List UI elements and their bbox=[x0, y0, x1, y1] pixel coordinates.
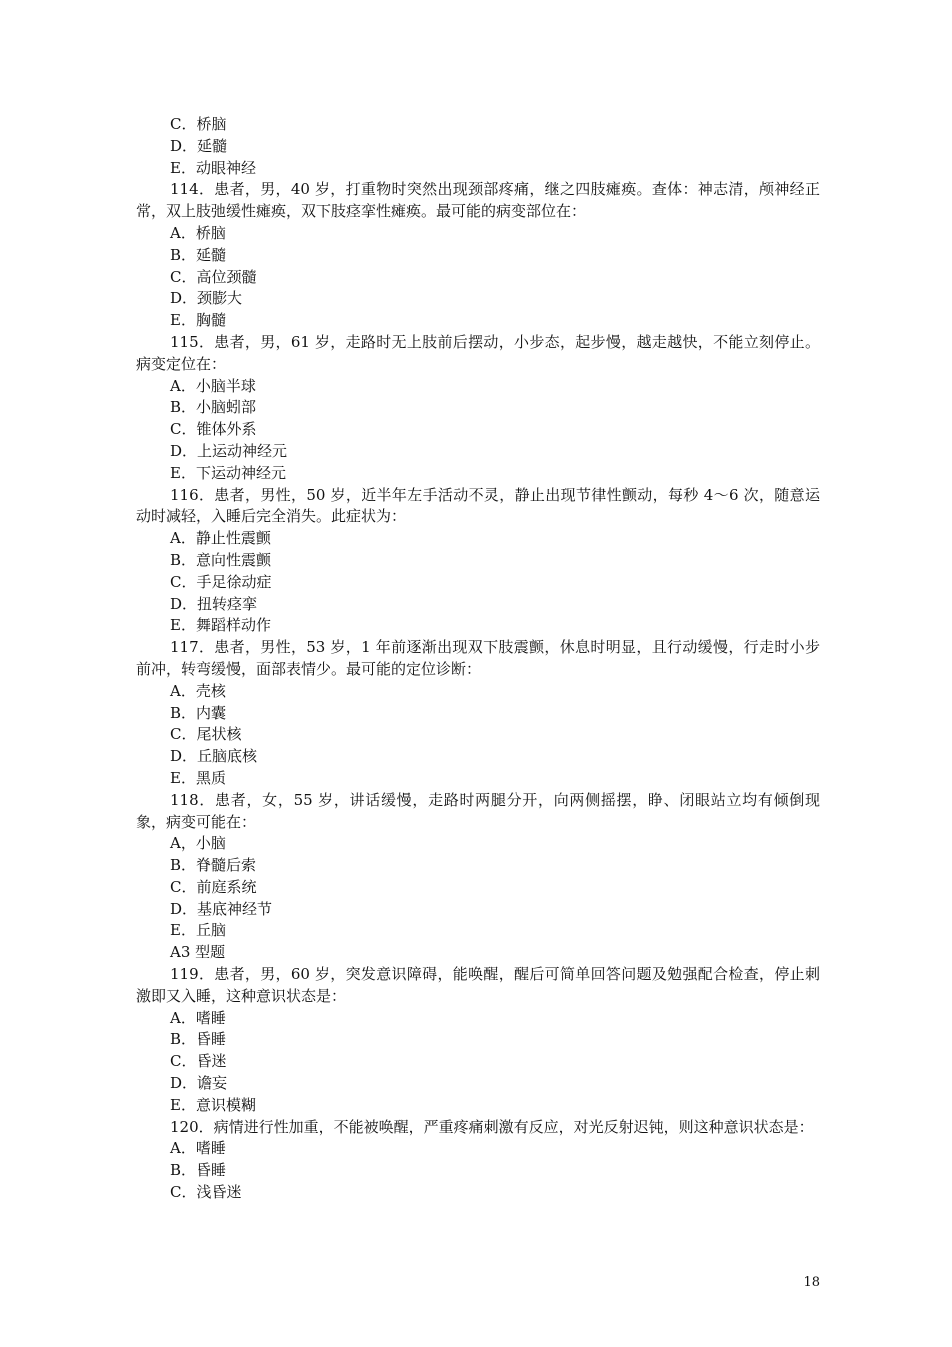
answer-option: E．意识模糊 bbox=[170, 1095, 256, 1114]
answer-option: E．下运动神经元 bbox=[170, 463, 286, 482]
answer-option: B．延髓 bbox=[170, 245, 227, 264]
answer-option: C．浅昏迷 bbox=[170, 1183, 242, 1202]
answer-option: D．颈膨大 bbox=[170, 289, 243, 308]
question-stem: 117．患者，男性，53 岁，1 年前逐渐出现双下肢震颤，休息时明显，且行动缓慢，行走时小步前冲，转弯缓慢，面部表情少。最可能的定位诊断： bbox=[136, 638, 820, 678]
question-stem: 116．患者，男性，50 岁，近半年左手活动不灵，静止出现节律性颤动，每秒 4～6 次，随意运动时减轻，入睡后完全消失。此症状为： bbox=[136, 485, 820, 526]
answer-option: C．前庭系统 bbox=[170, 877, 257, 896]
answer-option: C．手足徐动症 bbox=[170, 572, 272, 591]
answer-option: E．胸髓 bbox=[170, 311, 226, 330]
answer-option: D．谵妄 bbox=[170, 1074, 228, 1093]
answer-option: B．脊髓后索 bbox=[170, 856, 257, 875]
answer-option: A．小脑半球 bbox=[170, 376, 256, 395]
question-stem: 119．患者，男，60 岁，突发意识障碍，能唤醒，醒后可简单回答问题及勉强配合检查，停止刺激即又入睡，这种意识状态是： bbox=[136, 965, 820, 1005]
answer-option: C．高位颈髓 bbox=[170, 267, 257, 286]
question-list bbox=[136, 114, 820, 1204]
page-number: 18 bbox=[803, 1275, 820, 1290]
answer-option: E．舞蹈样动作 bbox=[170, 616, 271, 635]
answer-option: B．昏睡 bbox=[170, 1161, 227, 1180]
question-stem: 118．患者，女，55 岁，讲话缓慢，走路时两腿分开，向两侧摇摆，睁、闭眼站立均有倾倒现象，病变可能在： bbox=[136, 790, 820, 831]
answer-option: E．动眼神经 bbox=[170, 158, 256, 177]
answer-option: A．壳核 bbox=[170, 681, 226, 700]
answer-option: C．锥体外系 bbox=[170, 420, 257, 439]
answer-option: A．嗜睡 bbox=[170, 1008, 226, 1027]
answer-option: D．延髓 bbox=[170, 136, 228, 155]
question-stem: 114．患者，男，40 岁，打重物时突然出现颈部疼痛，继之四肢瘫痪。查体：神志清，颅神经正常，双上肢弛缓性瘫痪，双下肢痉挛性瘫痪。最可能的病变部位在： bbox=[136, 180, 820, 221]
answer-option: D．上运动神经元 bbox=[170, 441, 288, 460]
answer-option: B．昏睡 bbox=[170, 1030, 227, 1049]
answer-option: B．意向性震颤 bbox=[170, 550, 272, 569]
answer-option: C．尾状核 bbox=[170, 725, 242, 744]
question-stem: 115．患者，男，61 岁，走路时无上肢前后摆动，小步态，起步慢，越走越快，不能立刻停止。病变定位在： bbox=[136, 332, 820, 373]
answer-option: A．嗜睡 bbox=[170, 1139, 226, 1158]
answer-option: B．小脑蚓部 bbox=[170, 398, 257, 417]
answer-option: C．昏迷 bbox=[170, 1052, 227, 1071]
answer-option: E．丘脑 bbox=[170, 921, 226, 940]
answer-option: C．桥脑 bbox=[170, 115, 227, 133]
answer-option: D．丘脑底核 bbox=[170, 747, 258, 766]
answer-option: A．静止性震颤 bbox=[170, 529, 271, 548]
section-heading: A3 型题 bbox=[170, 943, 226, 962]
answer-option: A，小脑 bbox=[170, 834, 226, 853]
answer-option: D．基底神经节 bbox=[170, 899, 273, 918]
question-stem: 120．病情进行性加重，不能被唤醒，严重疼痛刺激有反应，对光反射迟钝，则这种意识状态是： bbox=[170, 1117, 814, 1136]
answer-option: E．黑质 bbox=[170, 768, 226, 787]
answer-option: B．内囊 bbox=[170, 703, 227, 722]
answer-option: A．桥脑 bbox=[170, 223, 226, 242]
answer-option: D．扭转痉挛 bbox=[170, 594, 258, 613]
